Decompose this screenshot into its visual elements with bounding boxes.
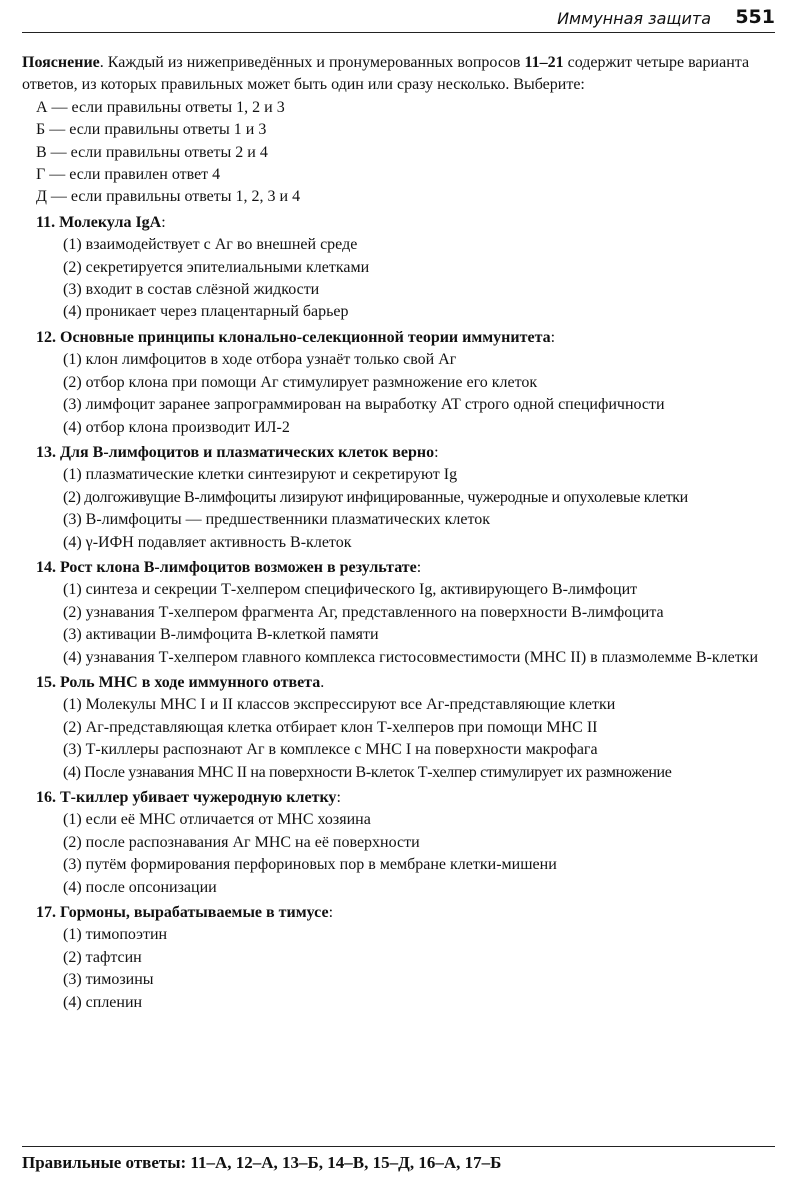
question-number: 12. — [36, 328, 56, 346]
question-punct: : — [328, 904, 334, 922]
question-option: (2) отбор клона при помощи Аг стимулирует размножение его клеток — [63, 373, 538, 391]
intro-lead: Пояснение — [22, 54, 100, 71]
question-option: (2) тафтсин — [63, 948, 142, 966]
question-punct: . — [320, 673, 325, 691]
question-option: (3) лимфоцит заранее запрограммирован на выработку АТ строго одной специфичности — [63, 396, 665, 414]
footer-rule — [22, 1146, 775, 1147]
question-option: (4) узнавания Т-хелпером главного комплекса гистосовместимости (МНС II) в плазмолемме В-клетки — [63, 648, 759, 666]
question-options — [22, 349, 779, 439]
question-text: Рост клона В-лимфоцитов возможен в результате — [60, 558, 417, 576]
intro-range: 11–21 — [524, 54, 564, 71]
question-15 — [22, 672, 779, 784]
question-option: (1) клон лимфоцитов в ходе отбора узнаёт только свой Аг — [63, 351, 457, 369]
question-title — [22, 557, 779, 579]
question-number: 17. — [36, 904, 56, 922]
question-punct: : — [161, 213, 166, 231]
question-option: (1) Молекулы МНС I и II классов экспрессируют все Аг-представляющие клетки — [63, 696, 616, 714]
question-option: (4) После узнавания МНС II на поверхности В-клеток Т-хелпер стимулирует их размножение — [63, 763, 672, 781]
question-options — [22, 924, 779, 1014]
question-option: (3) путём формирования перфориновых пор в мембране клетки-мишени — [63, 856, 557, 874]
question-title — [22, 327, 779, 349]
question-option: (4) спленин — [63, 993, 143, 1011]
question-option: (1) плазматические клетки синтезируют и секретируют Ig — [63, 466, 458, 484]
question-option: (3) В-лимфоциты — предшественники плазматических клеток — [63, 511, 491, 529]
page-footer — [22, 1146, 775, 1173]
question-punct: : — [550, 328, 556, 346]
question-number: 11. — [36, 213, 56, 231]
question-option: (3) активации В-лимфоцита В-клеткой памяти — [63, 626, 379, 644]
intro-paragraph — [22, 52, 779, 97]
question-number: 16. — [36, 789, 56, 806]
intro-text-2: содержит четыре варианта ответов, из которых правильных может быть один или сразу несколько. Выберите: — [22, 54, 750, 94]
question-11 — [22, 212, 779, 324]
question-punct: : — [336, 789, 341, 806]
answer-key-option: В — если правильны ответы 2 и 4 — [36, 143, 268, 161]
question-number: 13. — [36, 443, 56, 461]
question-title — [22, 442, 779, 464]
question-option: (2) Аг-представляющая клетка отбирает клон Т-хелперов при помощи МНС II — [63, 718, 598, 736]
question-option: (4) отбор клона производит ИЛ-2 — [63, 418, 290, 436]
question-option: (2) секретируется эпителиальными клетками — [63, 258, 370, 276]
question-17 — [22, 902, 779, 1014]
question-option: (4) проникает через плацентарный барьер — [63, 303, 349, 321]
question-option: (2) долгоживущие В-лимфоциты лизируют инфицированные, чужеродные и опухолевые клетки — [63, 488, 688, 506]
question-options — [22, 694, 779, 784]
page-number: 551 — [735, 6, 775, 28]
question-option: (1) синтеза и секреции Т-хелпером специфического Ig, активирующего В-лимфоцит — [63, 581, 638, 599]
question-text: Т-киллер убивает чужеродную клетку — [60, 789, 337, 806]
question-punct: : — [434, 443, 439, 461]
question-option: (3) входит в состав слёзной жидкости — [63, 281, 320, 299]
answer-key-options — [22, 97, 779, 209]
question-option: (3) Т-киллеры распознают Аг в комплексе с МНС I на поверхности макрофага — [63, 741, 598, 759]
question-options — [22, 579, 779, 669]
page-header — [22, 0, 775, 40]
question-text: Для В-лимфоцитов и плазматических клеток верно — [60, 443, 435, 461]
question-option: (1) если её МНС отличается от МНС хозяина — [63, 811, 371, 829]
question-title — [22, 902, 779, 924]
question-options — [22, 809, 779, 899]
question-options — [22, 464, 779, 554]
question-16 — [22, 787, 779, 899]
running-head: Иммунная защита — [557, 9, 711, 28]
question-12 — [22, 327, 779, 439]
question-title — [22, 212, 779, 234]
question-text: Роль МНС в ходе иммунного ответа — [60, 673, 321, 691]
question-number: 14. — [36, 558, 56, 576]
question-option: (3) тимозины — [63, 971, 154, 989]
question-text: Основные принципы клонально-селекционной теории иммунитета — [60, 328, 551, 346]
page-content — [22, 52, 779, 1014]
answer-key-option: А — если правильны ответы 1, 2 и 3 — [36, 98, 285, 116]
question-text: Молекула IgA — [59, 213, 162, 231]
question-14 — [22, 557, 779, 669]
question-number: 15. — [36, 673, 56, 691]
question-option: (2) после распознавания Аг МНС на её поверхности — [63, 833, 420, 851]
question-option: (4) после опсонизации — [63, 878, 217, 896]
question-option: (2) узнавания Т-хелпером фрагмента Аг, представленного на поверхности В-лимфоцита — [63, 603, 664, 621]
header-rule — [22, 32, 775, 33]
question-options — [22, 234, 779, 324]
question-option: (4) γ-ИФН подавляет активность В-клеток — [63, 533, 352, 551]
question-option: (1) тимопоэтин — [63, 926, 168, 944]
question-text: Гормоны, вырабатываемые в тимусе — [60, 904, 329, 922]
answer-key-option: Д — если правильны ответы 1, 2, 3 и 4 — [36, 188, 301, 206]
question-13 — [22, 442, 779, 554]
answer-key-option: Б — если правильны ответы 1 и 3 — [36, 121, 267, 139]
correct-answers: Правильные ответы: 11–А, 12–А, 13–Б, 14–В, 15–Д, 16–А, 17–Б — [22, 1153, 502, 1172]
question-title — [22, 787, 779, 809]
question-option: (1) взаимодействует с Аг во внешней среде — [63, 236, 358, 254]
answer-key-option: Г — если правилен ответ 4 — [36, 166, 221, 184]
question-title — [22, 672, 779, 694]
intro-text-1: . Каждый из нижеприведённых и пронумерованных вопросов — [99, 54, 525, 71]
question-punct: : — [416, 558, 422, 576]
